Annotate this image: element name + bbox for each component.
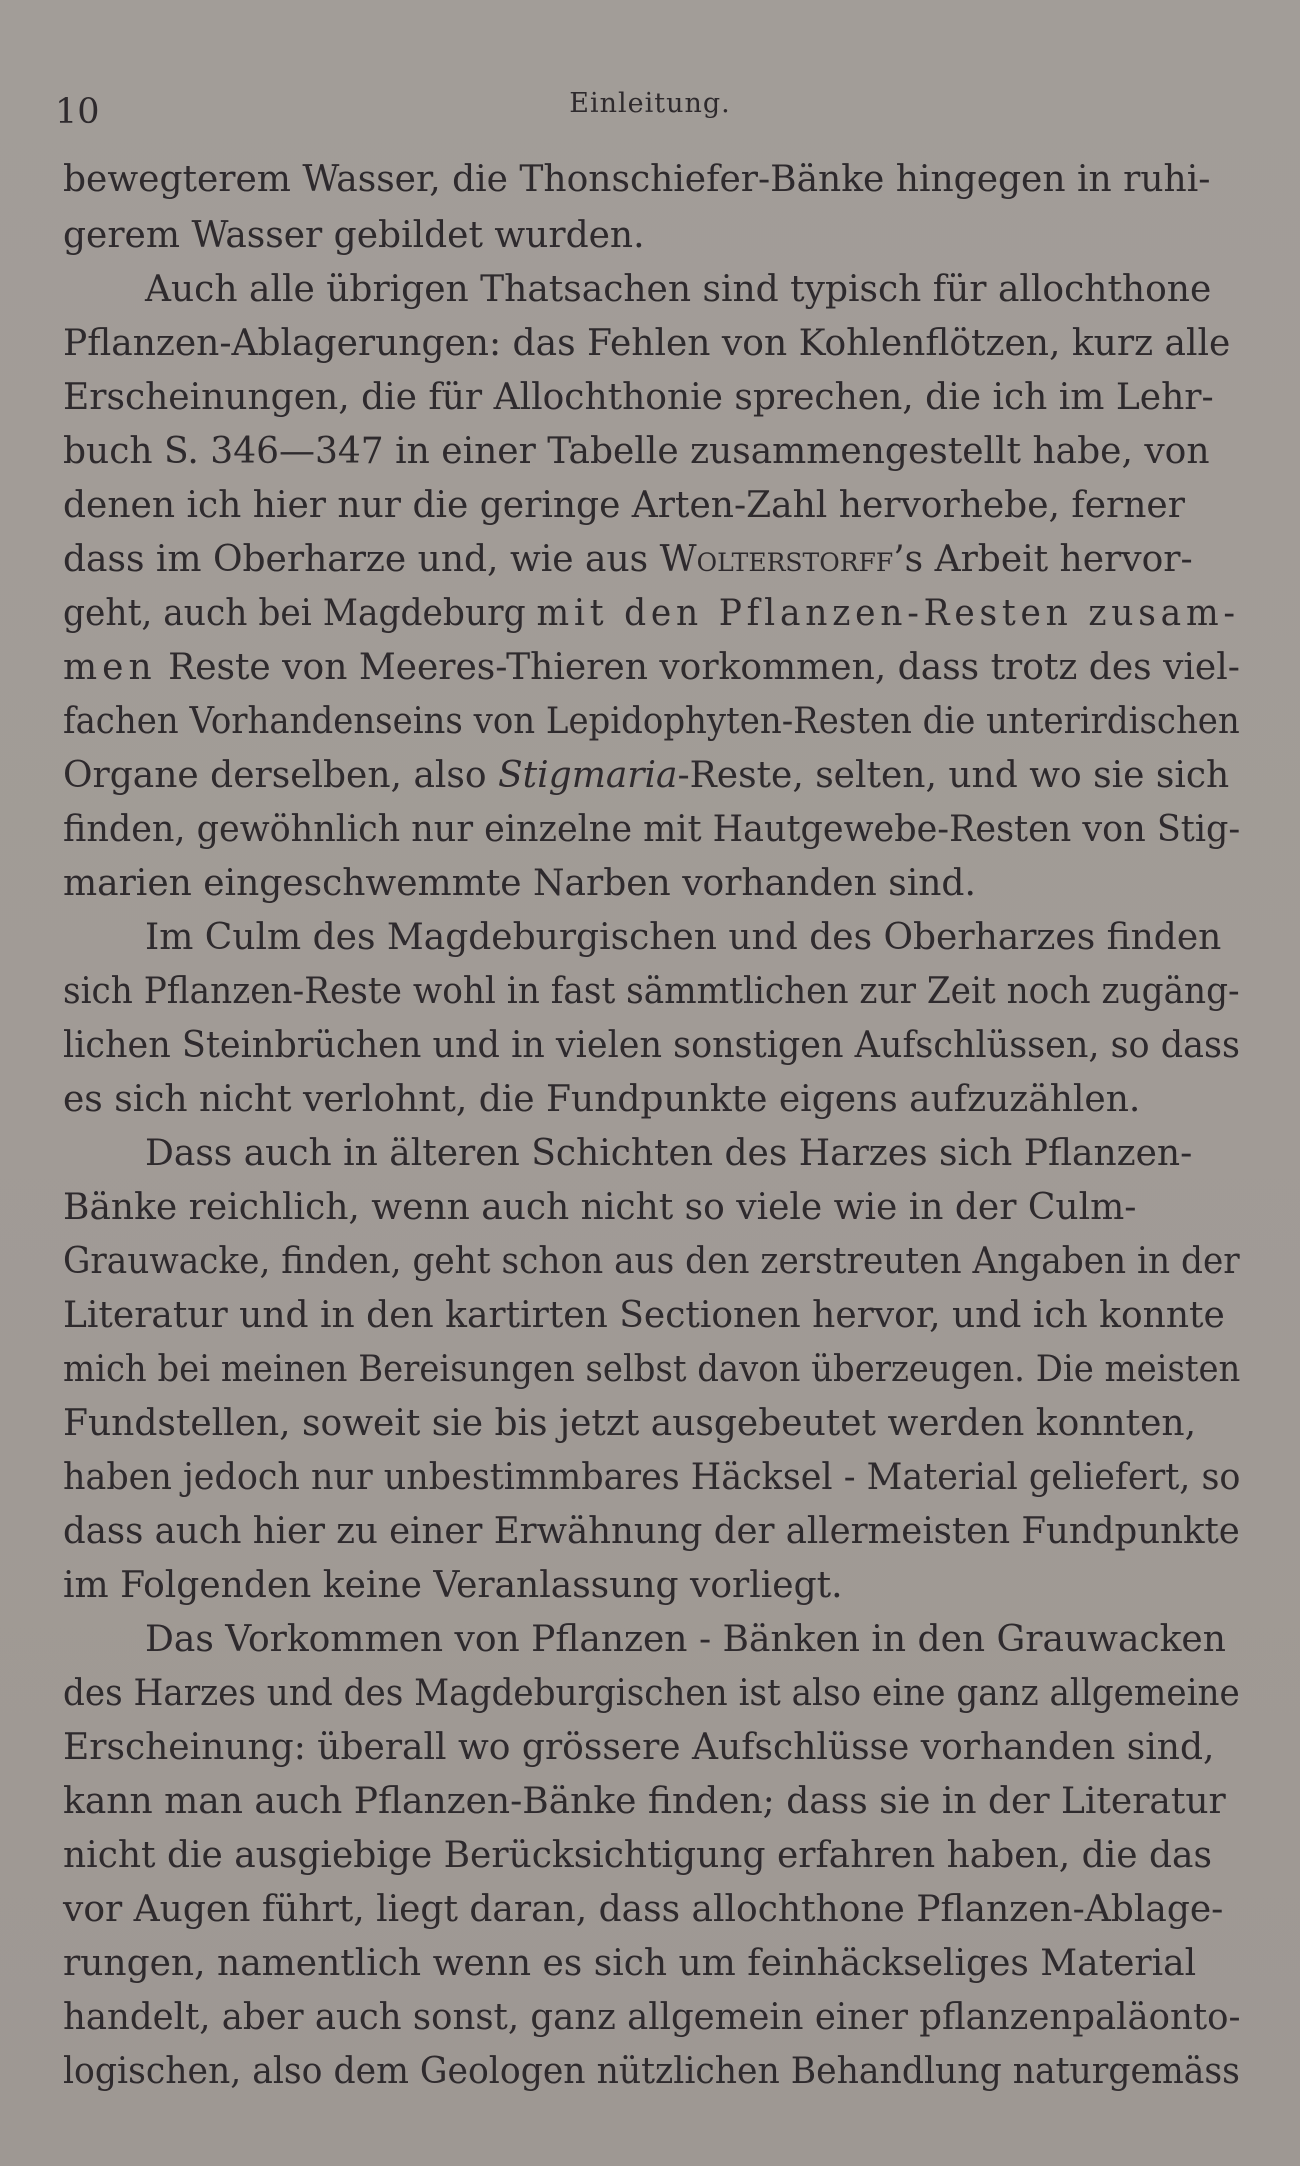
text-line: bewegterem Wasser, die Thonschiefer-Bänke hingegen in ruhi- [63,159,1211,200]
line-text: Organe derselben, also [63,755,499,796]
text-line: finden, gewöhnlich nur einzelne mit Hautgewebe-Resten von Stig- [63,809,1241,850]
text-line: Erscheinung: überall wo grössere Aufschlüsse vorhanden sind, [63,1727,1215,1768]
text-line: fachen Vorhandenseins von Lepidophyten-Resten die unterirdischen [63,701,1240,742]
text-line: nicht die ausgiebige Berücksichtigung erfahren haben, die das [63,1835,1212,1876]
text-line: denen ich hier nur die geringe Arten-Zahl hervorhebe, ferner [63,485,1185,526]
text-line: gerem Wasser gebildet wurden. [63,215,645,256]
text-line: vor Augen führt, liegt daran, dass allochthone Pflanzen-Ablage- [63,1889,1224,1930]
page-number: 10 [55,92,100,132]
text-line: Pflanzen-Ablagerungen: das Fehlen von Kohlenflötzen, kurz alle [63,323,1231,364]
line-text: Reste von Meeres-Thieren vorkommen, dass trotz des viel- [156,647,1240,688]
running-title: Einleitung. [569,88,731,119]
text-line [63,593,1240,634]
line-text: dass im Oberharze und, wie aus [63,539,660,580]
genus-name: Stigmaria [498,755,678,796]
line-text: geht, auch bei Magdeburg [63,593,537,634]
text-line: es sich nicht verlohnt, die Fundpunkte eigens aufzuzählen. [63,1079,1141,1120]
text-line: Erscheinungen, die für Allochthonie sprechen, die ich im Lehr- [63,377,1214,418]
text-line: Literatur und in den kartirten Sectionen hervor, und ich konnte [63,1295,1225,1336]
text-line: dass auch hier zu einer Erwähnung der allermeisten Fundpunkte [63,1511,1240,1552]
line-text: ’s Arbeit hervor- [893,539,1193,580]
text-line: Grauwacke, finden, geht schon aus den zerstreuten Angaben in der [63,1241,1240,1282]
text-line: Auch alle übrigen Thatsachen sind typisch für allochthone [145,269,1212,310]
text-line: sich Pflanzen-Reste wohl in fast sämmtlichen zur Zeit noch zugäng- [63,971,1240,1012]
text-line: Im Culm des Magdeburgischen und des Oberharzes finden [145,917,1222,958]
text-line: Bänke reichlich, wenn auch nicht so viele wie in der Culm- [63,1187,1137,1228]
text-line: marien eingeschwemmte Narben vorhanden sind. [63,863,976,904]
text-line [63,755,1230,796]
author-name: Wolterstorff [659,539,894,580]
text-line: Fundstellen, soweit sie bis jetzt ausgebeutet werden konnten, [63,1403,1197,1444]
text-line: mich bei meinen Bereisungen selbst davon überzeugen. Die meisten [63,1349,1241,1390]
text-line [63,647,1240,688]
text-line: buch S. 346—347 in einer Tabelle zusammengestellt habe, von [63,431,1210,472]
line-text: -Reste, selten, und wo sie sich [677,755,1230,796]
text-line: handelt, aber auch sonst, ganz allgemein einer pflanzenpaläonto- [63,1997,1241,2038]
text-line: lichen Steinbrüchen und in vielen sonstigen Aufschlüssen, so dass [63,1025,1240,1066]
emphasis-text: mit den Pflanzen-Resten zusam- [536,593,1240,634]
text-line: Das Vorkommen von Pflanzen - Bänken in den Grauwacken [145,1619,1226,1660]
text-line: Dass auch in älteren Schichten des Harzes sich Pflanzen- [145,1133,1193,1174]
text-line: im Folgenden keine Veranlassung vorliegt. [63,1565,843,1606]
text-line: haben jedoch nur unbestimmbares Häcksel - Material geliefert, so [63,1457,1241,1498]
text-line: logischen, also dem Geologen nützlichen Behandlung naturgemäss [63,2051,1240,2092]
text-line: rungen, namentlich wenn es sich um feinhäckseliges Material [63,1943,1197,1984]
emphasis-text: men [63,647,157,688]
text-line [63,539,1193,580]
text-line: des Harzes und des Magdeburgischen ist also eine ganz allgemeine [63,1673,1240,1714]
text-line: kann man auch Pflanzen-Bänke finden; dass sie in der Literatur [63,1781,1226,1822]
